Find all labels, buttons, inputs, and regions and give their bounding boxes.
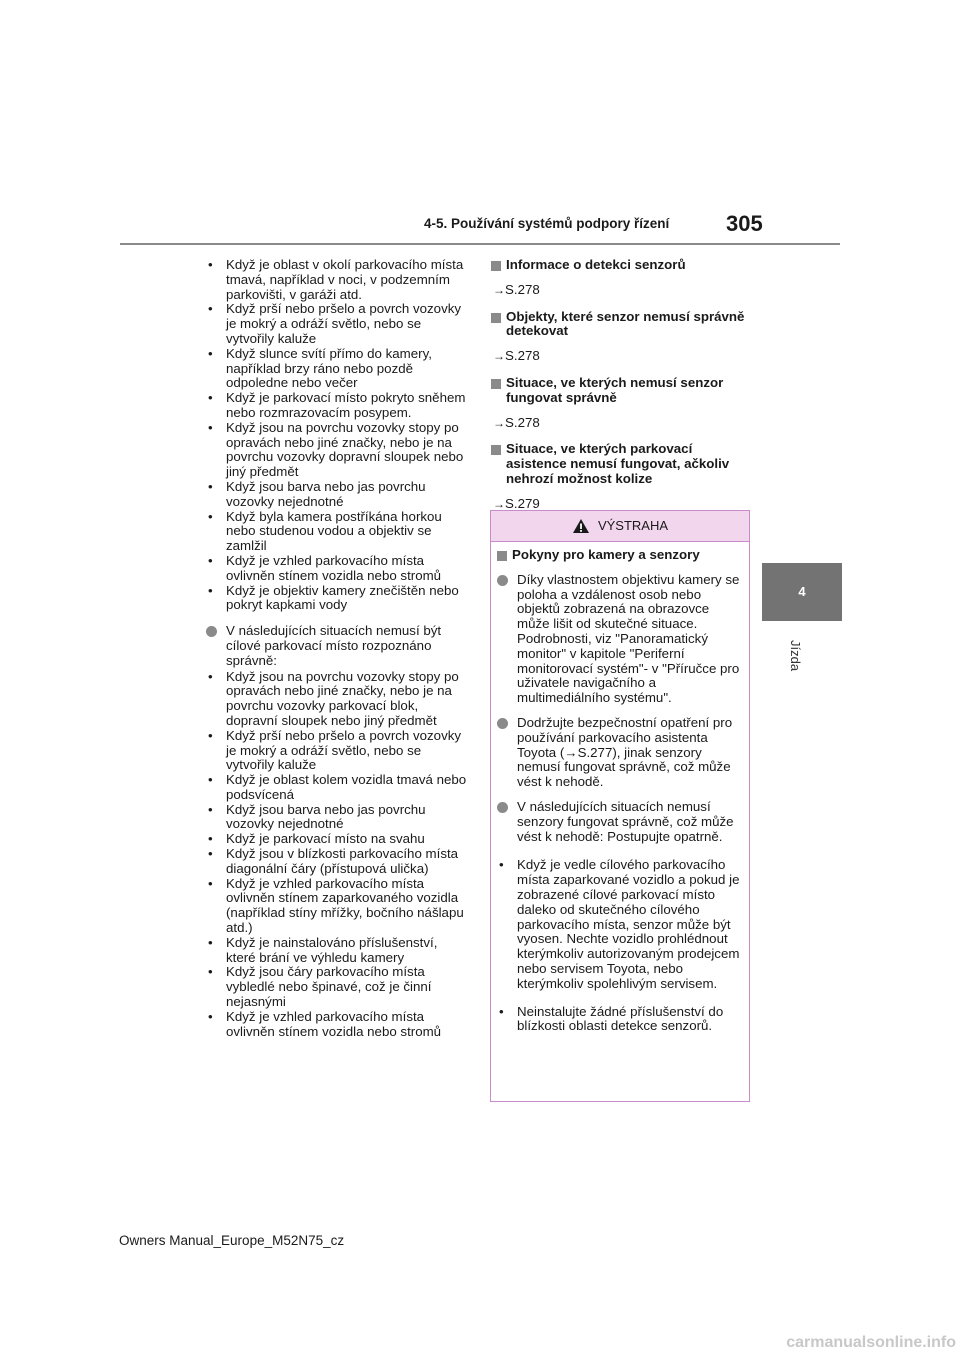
page-reference[interactable]: →S.278 (493, 348, 540, 364)
dot-paragraph: V následujících situacích nemusí senzory fungovat správně, což může vést k nehodě: Postupujte opatrně. (497, 800, 741, 844)
arrow-right-icon: → (493, 415, 505, 430)
list-item: • Když je parkovací místo pokryto sněhem nebo rozmrazovacím posypem. (206, 391, 468, 421)
gray-dot-icon (497, 718, 508, 729)
list-item: • Když je vzhled parkovacího místa ovlivněn stínem vozidla nebo stromů (206, 554, 468, 584)
page-number: 305 (726, 211, 763, 236)
list-item: • Když jsou barva nebo jas povrchu vozovky nejednotné (206, 480, 468, 510)
warning-box (490, 510, 750, 1102)
page-reference[interactable]: →S.279 (493, 495, 540, 511)
svg-text:carmanualsonline.info: carmanualsonline.info (786, 1334, 956, 1351)
dot-paragraph-text: V následujících situacích nemusí být cílové parkovací místo rozpoznáno správně: (226, 623, 442, 668)
warning-header (491, 511, 749, 542)
dot-paragraph: Díky vlastnostem objektivu kamery se poloha a vzdálenost osob nebo objektů zobrazená na obrazovce může lišit od skutečné situace. Podrobnosti, viz "Panoramatický monitor" v kapitole "Periferní monitorovací systém"- v "Příručce pro uživatele navigačního a multimediálního systému". (497, 573, 741, 706)
page-reference[interactable]: →S.278 (493, 281, 540, 297)
section-heading: Objekty, které senzor nemusí správně detekovat (491, 310, 753, 340)
gray-dot-icon (497, 575, 508, 586)
list-item: • Když prší nebo pršelo a povrch vozovky je mokrý a odráží světlo, nebo se vytvořily kaluže (206, 302, 468, 346)
watermark-logo (760, 1326, 960, 1358)
list-item: • Když jsou na povrchu vozovky stopy po opravách nebo jiné značky, nebo je na povrchu vozovky dopravní sloupek nebo jiný předmět (206, 421, 468, 480)
list-item: • Když je oblast v okolí parkovacího místa tmavá, například v noci, v podzemním parkovišti, v garáži atd. (206, 258, 468, 302)
section-heading: Informace o detekci senzorů (491, 258, 753, 273)
square-bullet-icon (491, 313, 501, 323)
list-item: • Když je objektiv kamery znečištěn nebo pokryt kapkami vody (206, 584, 468, 614)
warning-heading: Pokyny pro kamery a senzory (497, 548, 741, 563)
list-item: • Když je nainstalováno příslušenství, které brání ve výhledu kamery (206, 936, 468, 966)
list-item: • Když byla kamera postříkána horkou nebo studenou vodou a objektiv se zamlžil (206, 510, 468, 554)
square-bullet-icon (491, 445, 501, 455)
list-item: • Když je oblast kolem vozidla tmavá nebo podsvícená (206, 773, 468, 803)
list-item: • Když jsou na povrchu vozovky stopy po opravách nebo jiné značky, nebo je na povrchu vozovky parkovací blok, dopravní sloupek nebo jiný předmět (206, 670, 468, 729)
list-item: • Když je vzhled parkovacího místa ovlivněn stínem vozidla nebo stromů (206, 1010, 468, 1040)
list-item: • Když jsou v blízkosti parkovacího místa diagonální čáry (přístupová ulička) (206, 847, 468, 877)
dot-paragraph: Dodržujte bezpečnostní opatření pro používání parkovacího asistenta Toyota (→S.277), jinak senzory nemusí fungovat správně, což může vést k nehodě. (497, 716, 741, 790)
warning-triangle-icon (572, 518, 590, 534)
warning-title: VÝSTRAHA (597, 517, 669, 533)
bullet-list (206, 670, 468, 1040)
right-column (491, 258, 753, 512)
footer-text: Owners Manual_Europe_M52N75_cz (119, 1233, 345, 1248)
square-bullet-icon (497, 551, 507, 561)
list-item: • Když prší nebo pršelo a povrch vozovky je mokrý a odráží světlo, nebo se vytvořily kaluže (206, 729, 468, 773)
list-item: • Když je vedle cílového parkovacího místa zaparkované vozidlo a pokud je zobrazené cílové parkovací místo daleko od skutečného cílového parkovacího místa, senzor může být vyosen. Nechte vozidlo prohlédnout kterýmkoliv autorizovaným prodejcem nebo servisem Toyota, nebo kterýmkoliv spolehlivým servisem. (497, 858, 741, 991)
chapter-label: Jízda (788, 640, 803, 672)
square-bullet-icon (491, 379, 501, 389)
arrow-right-icon: → (493, 282, 505, 297)
section-heading: Situace, ve kterých nemusí senzor fungovat správně (491, 376, 753, 406)
page-reference[interactable]: →S.278 (493, 414, 540, 430)
gray-dot-icon (497, 802, 508, 813)
list-item: • Když je parkovací místo na svahu (206, 832, 468, 847)
list-item: • Když slunce svítí přímo do kamery, například brzy ráno nebo pozdě odpoledne nebo večer (206, 347, 468, 391)
square-bullet-icon (491, 261, 501, 271)
section-title: 4-5. Používání systémů podpory řízení (424, 216, 670, 231)
gray-dot-icon (206, 626, 217, 637)
dot-paragraph (206, 624, 468, 1039)
list-item: • Když je vzhled parkovacího místa ovlivněn stínem zaparkovaného vozidla (například stíny mřížky, bočního nášlapu atd.) (206, 877, 468, 936)
arrow-right-icon: → (493, 349, 505, 364)
list-item: • Když jsou čáry parkovacího místa vybledlé nebo špinavé, což je činní nejasnými (206, 965, 468, 1009)
list-item: • Neinstalujte žádné příslušenství do blízkosti oblasti detekce senzorů. (497, 1005, 741, 1035)
chapter-tab[interactable]: 4 (762, 563, 842, 621)
section-heading: Situace, ve kterých parkovací asistence nemusí fungovat, ačkoliv nehrozí možnost kolize (491, 442, 753, 486)
list-item: • Když jsou barva nebo jas povrchu vozovky nejednotné (206, 803, 468, 833)
warning-body (491, 542, 749, 1034)
arrow-right-icon: → (493, 496, 505, 511)
header-divider (120, 243, 840, 245)
left-column (206, 258, 468, 1039)
bullet-list (206, 258, 468, 613)
bullet-list (497, 858, 741, 1034)
